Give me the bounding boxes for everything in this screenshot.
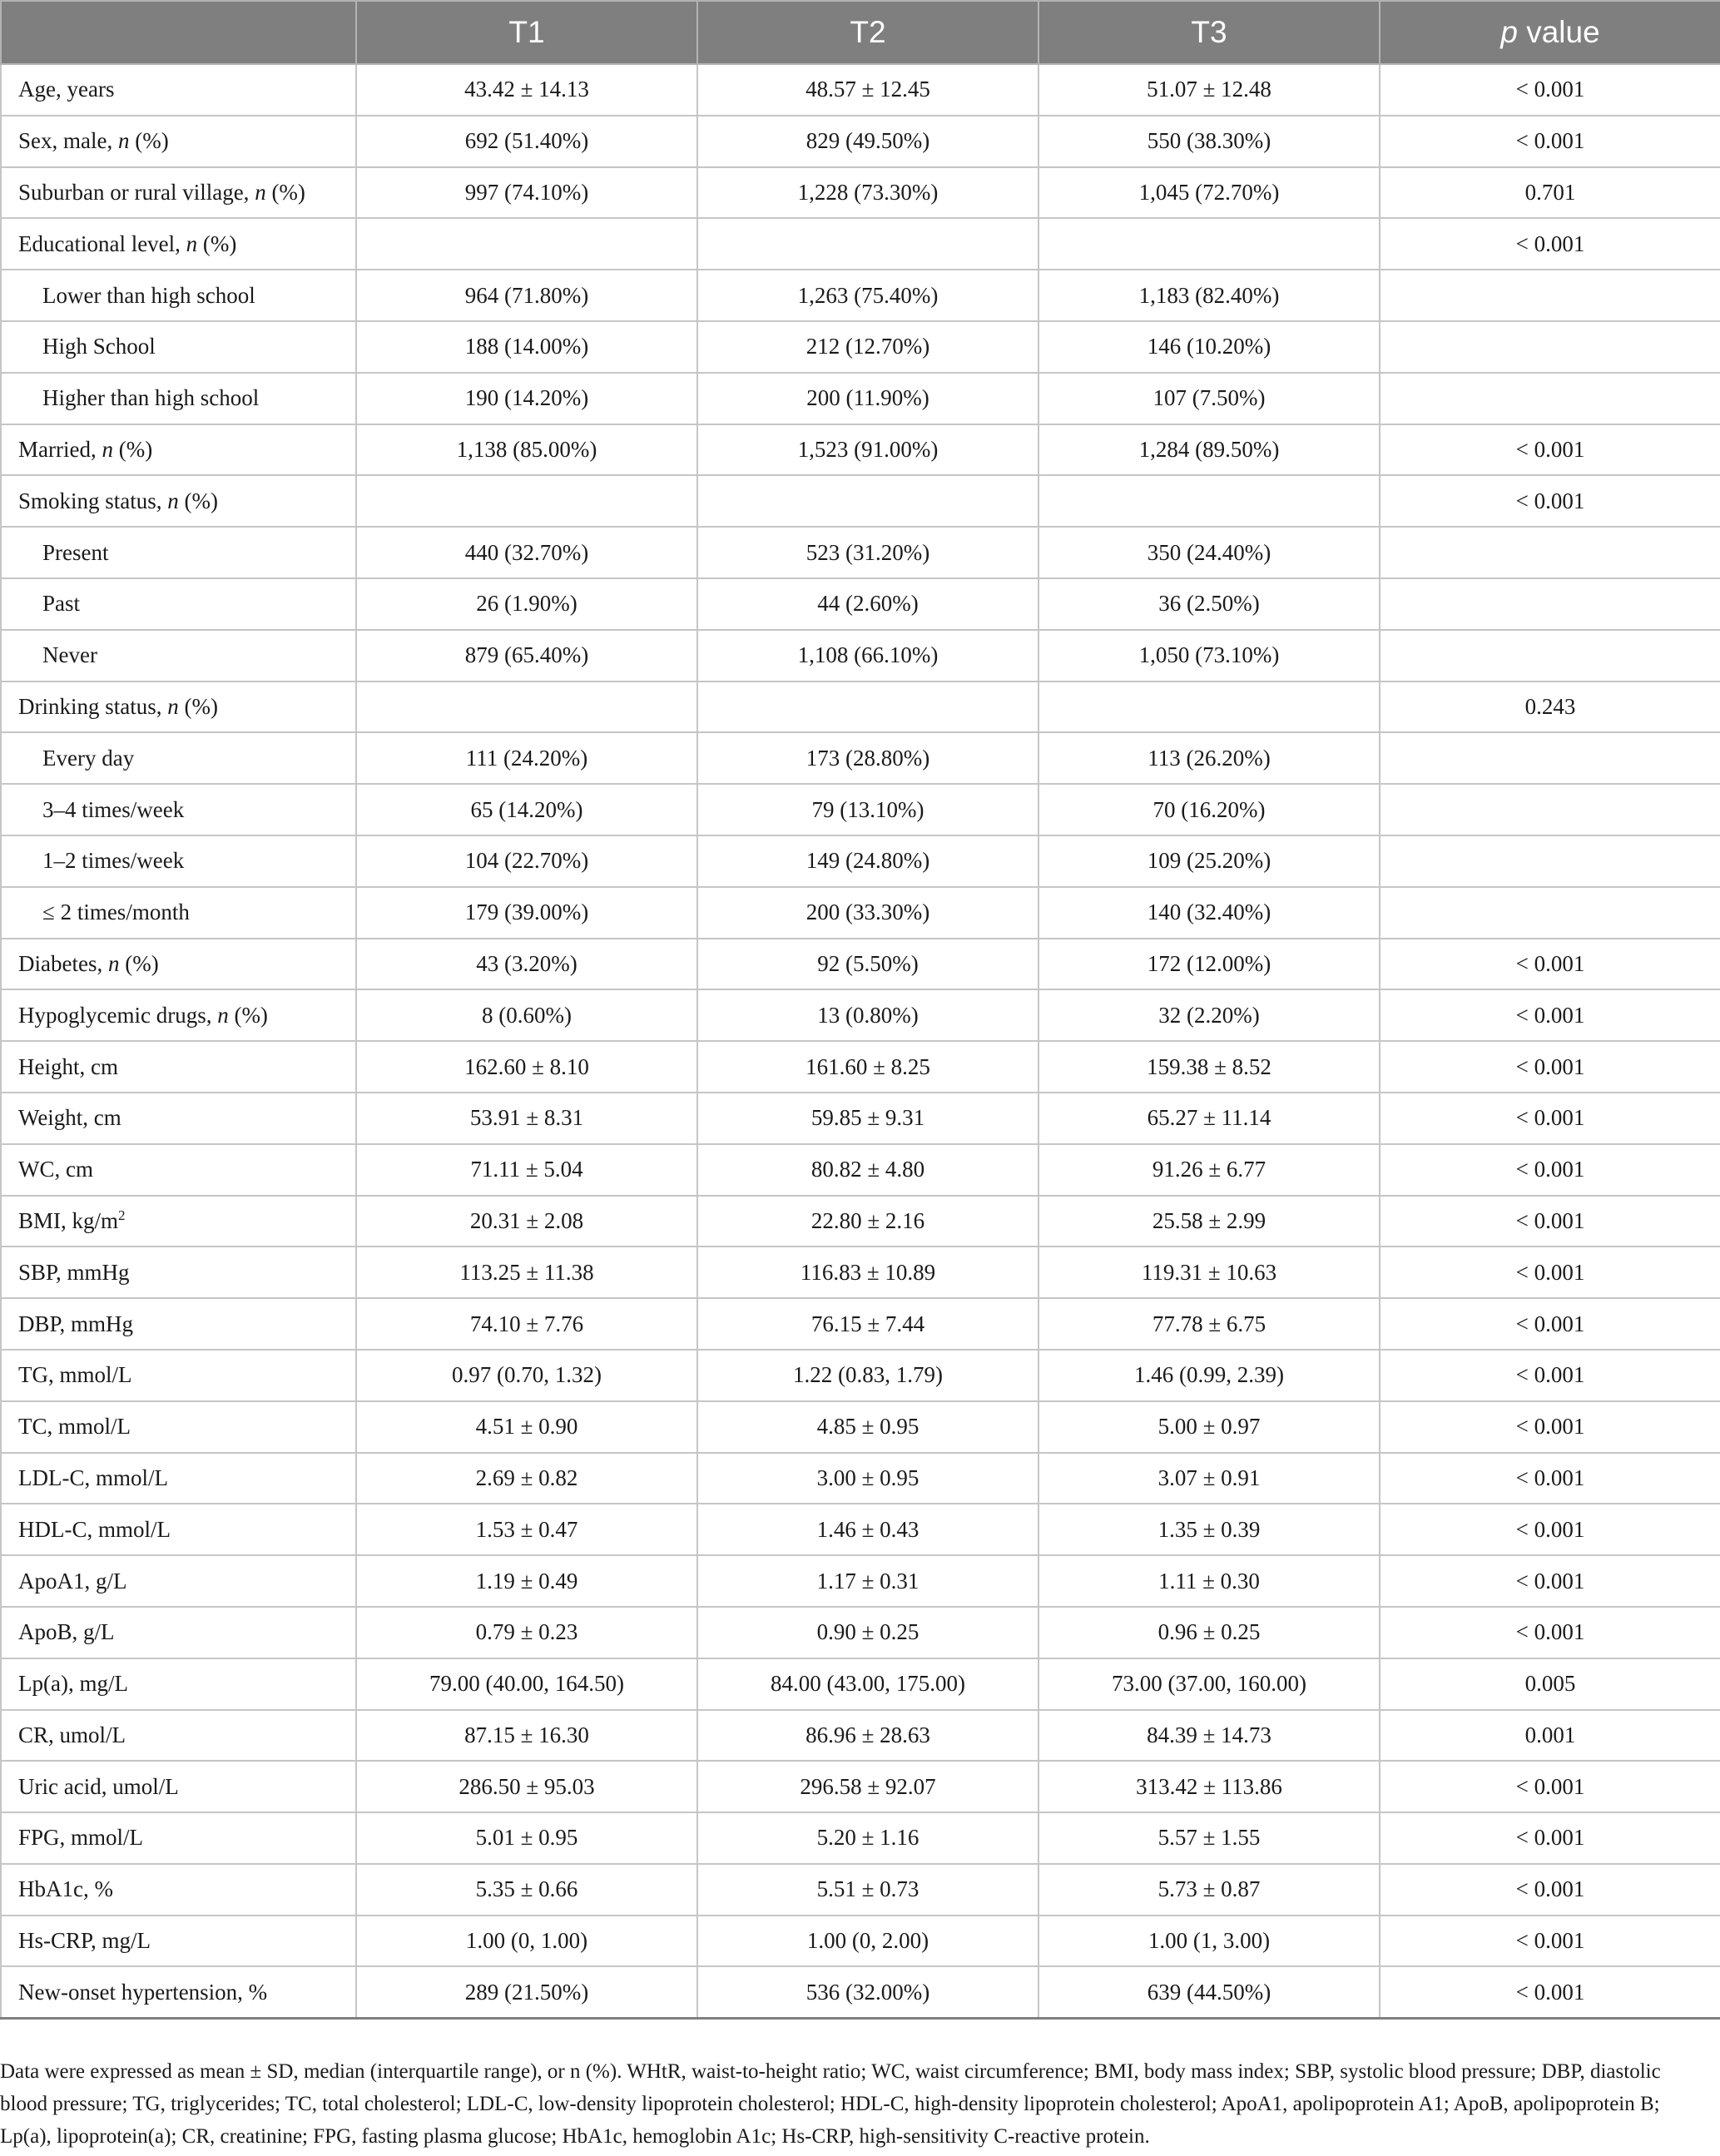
- row-label: [1, 1710, 356, 1762]
- cell-t1: 43.42 ± 14.13: [356, 64, 697, 116]
- row-label-text: Suburban or rural village,: [18, 179, 255, 205]
- row-label-text: Sex, male,: [18, 128, 118, 154]
- cell-t3: 1.11 ± 0.30: [1038, 1555, 1380, 1607]
- cell-p-value: < 0.001: [1380, 1504, 1720, 1555]
- cell-t3: 107 (7.50%): [1038, 373, 1380, 424]
- table-row: [1, 1041, 1720, 1093]
- table-row: [1, 527, 1720, 578]
- row-label: [1, 1093, 356, 1144]
- cell-p-value: < 0.001: [1380, 1966, 1720, 2018]
- cell-p-value: < 0.001: [1380, 1247, 1720, 1298]
- header-p-italic: p: [1500, 15, 1518, 49]
- cell-t1: 79.00 (40.00, 164.50): [356, 1658, 697, 1710]
- cell-p-value: < 0.001: [1380, 1298, 1720, 1350]
- cell-t3: [1038, 681, 1380, 733]
- cell-t3: 119.31 ± 10.63: [1038, 1247, 1380, 1298]
- row-label-text: Hs-CRP, mg/L: [18, 1928, 151, 1954]
- cell-p-value: 0.701: [1380, 167, 1720, 219]
- row-label-text: SBP, mmHg: [18, 1259, 130, 1285]
- cell-t1: [356, 475, 697, 527]
- row-label: [1, 1966, 356, 2018]
- cell-t2: 0.90 ± 0.25: [697, 1607, 1038, 1658]
- cell-p-value: < 0.001: [1380, 1041, 1720, 1093]
- table-row: [1, 1555, 1720, 1607]
- row-label: [1, 1761, 356, 1812]
- row-label: [1, 1350, 356, 1401]
- cell-p-value: < 0.001: [1380, 1144, 1720, 1196]
- table-row: [1, 1658, 1720, 1710]
- cell-t1: 4.51 ± 0.90: [356, 1401, 697, 1453]
- row-label: [1, 1144, 356, 1196]
- row-label: [1, 989, 356, 1041]
- table-row: [1, 784, 1720, 835]
- cell-t3: 1,045 (72.70%): [1038, 167, 1380, 219]
- cell-t2: 161.60 ± 8.25: [697, 1041, 1038, 1093]
- row-label-text: Diabetes,: [18, 950, 108, 976]
- table-row: [1, 1196, 1720, 1247]
- cell-t1: 1.19 ± 0.49: [356, 1555, 697, 1607]
- row-label-text: Drinking status,: [18, 693, 168, 719]
- row-label-text: 1–2 times/week: [42, 848, 185, 874]
- cell-t1: 190 (14.20%): [356, 373, 697, 424]
- cell-t2: 1,263 (75.40%): [697, 270, 1038, 321]
- cell-t2: [697, 475, 1038, 527]
- cell-t1: 0.97 (0.70, 1.32): [356, 1350, 697, 1401]
- row-label-text: Past: [42, 591, 81, 617]
- cell-t1: 289 (21.50%): [356, 1966, 697, 2018]
- cell-p-value: [1380, 784, 1720, 835]
- row-label-italic: n: [107, 950, 120, 976]
- row-label-italic: n: [117, 128, 130, 154]
- cell-t2: 536 (32.00%): [697, 1966, 1038, 2018]
- cell-t1: 692 (51.40%): [356, 116, 697, 167]
- cell-t1: 20.31 ± 2.08: [356, 1196, 697, 1247]
- cell-t1: 74.10 ± 7.76: [356, 1298, 697, 1350]
- cell-t1: 5.35 ± 0.66: [356, 1864, 697, 1916]
- table-row: [1, 887, 1720, 939]
- cell-t2: 200 (11.90%): [697, 373, 1038, 424]
- table-row: [1, 167, 1720, 219]
- cell-p-value: [1380, 887, 1720, 939]
- row-label-text: New-onset hypertension, %: [18, 1979, 268, 2005]
- row-label-tail: (%): [119, 950, 159, 976]
- cell-t1: 2.69 ± 0.82: [356, 1453, 697, 1504]
- cell-t3: 1.00 (1, 3.00): [1038, 1916, 1380, 1967]
- table-row: [1, 1812, 1720, 1864]
- cell-t3: 65.27 ± 11.14: [1038, 1093, 1380, 1144]
- row-label-text: TG, mmol/L: [18, 1362, 132, 1388]
- row-label: [1, 1041, 356, 1093]
- row-label-text: Married,: [18, 436, 102, 462]
- table-row: [1, 1916, 1720, 1967]
- cell-t3: 5.73 ± 0.87: [1038, 1864, 1380, 1916]
- cell-t1: 997 (74.10%): [356, 167, 697, 219]
- cell-p-value: < 0.001: [1380, 1555, 1720, 1607]
- cell-p-value: < 0.001: [1380, 64, 1720, 116]
- row-label-text: ≤ 2 times/month: [42, 900, 190, 925]
- row-label-tail: (%): [129, 128, 169, 154]
- cell-p-value: [1380, 630, 1720, 681]
- cell-t1: 1,138 (85.00%): [356, 424, 697, 476]
- cell-t3: 3.07 ± 0.91: [1038, 1453, 1380, 1504]
- row-label-italic: n: [217, 1002, 229, 1028]
- row-label-tail: (%): [197, 230, 237, 256]
- cell-t2: 1.17 ± 0.31: [697, 1555, 1038, 1607]
- cell-p-value: < 0.001: [1380, 1350, 1720, 1401]
- cell-t3: 159.38 ± 8.52: [1038, 1041, 1380, 1093]
- cell-t3: 77.78 ± 6.75: [1038, 1298, 1380, 1350]
- cell-t2: 79 (13.10%): [697, 784, 1038, 835]
- cell-t1: 87.15 ± 16.30: [356, 1710, 697, 1762]
- cell-t2: 92 (5.50%): [697, 939, 1038, 990]
- table-body: [1, 64, 1720, 2019]
- row-label-italic: n: [186, 230, 198, 256]
- cell-t2: 829 (49.50%): [697, 116, 1038, 167]
- cell-p-value: < 0.001: [1380, 939, 1720, 990]
- cell-t2: 212 (12.70%): [697, 321, 1038, 373]
- cell-t3: 1.35 ± 0.39: [1038, 1504, 1380, 1555]
- cell-t3: [1038, 218, 1380, 270]
- cell-p-value: [1380, 527, 1720, 578]
- table-footnote: Data were expressed as mean ± SD, median (interquartile range), or n (%). WHtR, waist-to-height ratio; WC, waist circumference; BMI, body mass index; SBP, systolic blood pressure; DBP, diastolic blood pressure; TG, triglycerides; TC, total cholesterol; LDL-C, low-density lipoprotein cholesterol; HDL-C, high-density lipoprotein cholesterol; ApoA1, apolipoprotein A1; ApoB, apolipoprotein B; Lp(a), lipoprotein(a); CR, creatinine; FPG, fasting plasma glucose; HbA1c, hemoglobin A1c; Hs-CRP, high-sensitivity C-reactive protein.: [0, 2060, 1661, 2148]
- cell-t1: 440 (32.70%): [356, 527, 697, 578]
- cell-t2: 1,228 (73.30%): [697, 167, 1038, 219]
- row-label: [1, 1916, 356, 1967]
- cell-p-value: [1380, 321, 1720, 373]
- row-label-text: Higher than high school: [42, 385, 260, 411]
- cell-t1: [356, 218, 697, 270]
- cell-t1: [356, 681, 697, 733]
- table-row: [1, 1710, 1720, 1762]
- cell-p-value: 0.243: [1380, 681, 1720, 733]
- cell-t1: 1.00 (0, 1.00): [356, 1916, 697, 1967]
- table-row: [1, 64, 1720, 116]
- cell-p-value: < 0.001: [1380, 1761, 1720, 1812]
- row-label-text: DBP, mmHg: [18, 1311, 134, 1336]
- row-label-text: ApoA1, g/L: [18, 1568, 127, 1593]
- cell-t1: 65 (14.20%): [356, 784, 697, 835]
- row-label-italic: n: [102, 436, 113, 462]
- table-row: [1, 116, 1720, 167]
- cell-p-value: < 0.001: [1380, 1196, 1720, 1247]
- cell-t2: 76.15 ± 7.44: [697, 1298, 1038, 1350]
- row-label: [1, 218, 356, 270]
- cell-t3: [1038, 475, 1380, 527]
- table-row: [1, 1401, 1720, 1453]
- table-row: [1, 939, 1720, 990]
- header-variable: [1, 1, 356, 64]
- table-row: [1, 835, 1720, 887]
- cell-t2: 1.46 ± 0.43: [697, 1504, 1038, 1555]
- cell-t3: 146 (10.20%): [1038, 321, 1380, 373]
- row-label: [1, 64, 356, 116]
- cell-t3: 25.58 ± 2.99: [1038, 1196, 1380, 1247]
- cell-p-value: < 0.001: [1380, 989, 1720, 1041]
- row-label-text: FPG, mmol/L: [18, 1825, 144, 1851]
- row-label-text: Present: [42, 539, 109, 565]
- cell-t3: 1,050 (73.10%): [1038, 630, 1380, 681]
- cell-t1: 286.50 ± 95.03: [356, 1761, 697, 1812]
- cell-t1: 1.53 ± 0.47: [356, 1504, 697, 1555]
- cell-t3: 5.57 ± 1.55: [1038, 1812, 1380, 1864]
- cell-t2: 5.51 ± 0.73: [697, 1864, 1038, 1916]
- cell-t1: 26 (1.90%): [356, 578, 697, 630]
- cell-p-value: < 0.001: [1380, 1607, 1720, 1658]
- row-label-text: TC, mmol/L: [18, 1414, 131, 1440]
- table-row: [1, 1966, 1720, 2018]
- cell-t2: [697, 218, 1038, 270]
- row-label-text: Weight, cm: [18, 1105, 121, 1131]
- row-label-text: Hypoglycemic drugs,: [18, 1002, 218, 1028]
- row-label: [1, 1607, 356, 1658]
- cell-t3: 91.26 ± 6.77: [1038, 1144, 1380, 1196]
- table-row: [1, 732, 1720, 784]
- cell-t3: 313.42 ± 113.86: [1038, 1761, 1380, 1812]
- cell-t2: 84.00 (43.00, 175.00): [697, 1658, 1038, 1710]
- cell-t3: 84.39 ± 14.73: [1038, 1710, 1380, 1762]
- row-label: [1, 527, 356, 578]
- table-row: [1, 1864, 1720, 1916]
- cell-p-value: [1380, 578, 1720, 630]
- cell-t3: 5.00 ± 0.97: [1038, 1401, 1380, 1453]
- row-label-text: High School: [42, 334, 156, 359]
- cell-p-value: < 0.001: [1380, 1401, 1720, 1453]
- cell-t2: 1.22 (0.83, 1.79): [697, 1350, 1038, 1401]
- row-label: [1, 784, 356, 835]
- row-label-italic: n: [167, 693, 179, 719]
- cell-p-value: 0.005: [1380, 1658, 1720, 1710]
- cell-t3: 32 (2.20%): [1038, 989, 1380, 1041]
- table-row: [1, 1350, 1720, 1401]
- row-label: [1, 1196, 356, 1247]
- row-label: [1, 1401, 356, 1453]
- cell-p-value: < 0.001: [1380, 1453, 1720, 1504]
- cell-t2: 1,523 (91.00%): [697, 424, 1038, 476]
- row-label: [1, 1504, 356, 1555]
- cell-p-value: < 0.001: [1380, 1864, 1720, 1916]
- cell-p-value: [1380, 835, 1720, 887]
- cell-t1: 5.01 ± 0.95: [356, 1812, 697, 1864]
- row-label: [1, 424, 356, 476]
- cell-t2: 1,108 (66.10%): [697, 630, 1038, 681]
- cell-t2: [697, 681, 1038, 733]
- row-label-text: 3–4 times/week: [42, 796, 185, 822]
- cell-t3: 639 (44.50%): [1038, 1966, 1380, 2018]
- cell-t3: 550 (38.30%): [1038, 116, 1380, 167]
- row-label: [1, 270, 356, 321]
- cell-t3: 109 (25.20%): [1038, 835, 1380, 887]
- cell-t2: 1.00 (0, 2.00): [697, 1916, 1038, 1967]
- row-label: [1, 1453, 356, 1504]
- header-p-rest: value: [1517, 15, 1600, 49]
- table-row: [1, 1761, 1720, 1812]
- row-label: [1, 1555, 356, 1607]
- cell-t2: 173 (28.80%): [697, 732, 1038, 784]
- cell-p-value: < 0.001: [1380, 1812, 1720, 1864]
- cell-t2: 4.85 ± 0.95: [697, 1401, 1038, 1453]
- row-label-text: BMI, kg/m: [18, 1208, 119, 1234]
- row-label: [1, 1247, 356, 1298]
- cell-t1: 8 (0.60%): [356, 989, 697, 1041]
- cell-p-value: < 0.001: [1380, 116, 1720, 167]
- row-label: [1, 887, 356, 939]
- row-label-text: Age, years: [18, 77, 115, 102]
- row-label-text: LDL-C, mmol/L: [18, 1465, 168, 1490]
- table-row: [1, 578, 1720, 630]
- row-label-text: CR, umol/L: [18, 1722, 126, 1747]
- cell-t2: 48.57 ± 12.45: [697, 64, 1038, 116]
- row-label: [1, 835, 356, 887]
- row-label-italic: n: [167, 488, 179, 513]
- row-label-text: HDL-C, mmol/L: [18, 1516, 171, 1542]
- cell-t3: 73.00 (37.00, 160.00): [1038, 1658, 1380, 1710]
- table-row: [1, 630, 1720, 681]
- row-label-text: Lp(a), mg/L: [18, 1671, 128, 1697]
- cell-t3: 350 (24.40%): [1038, 527, 1380, 578]
- row-label: [1, 1864, 356, 1916]
- row-label: [1, 321, 356, 373]
- table-row: [1, 1504, 1720, 1555]
- row-label-text: Educational level,: [18, 230, 186, 256]
- table-row: [1, 1247, 1720, 1298]
- cell-p-value: [1380, 373, 1720, 424]
- header-t3: T3: [1038, 1, 1380, 64]
- row-label: [1, 681, 356, 733]
- cell-p-value: 0.001: [1380, 1710, 1720, 1762]
- row-label: [1, 167, 356, 219]
- row-label: [1, 630, 356, 681]
- row-label-text: Smoking status,: [18, 488, 168, 513]
- cell-t3: 51.07 ± 12.48: [1038, 64, 1380, 116]
- cell-t3: 0.96 ± 0.25: [1038, 1607, 1380, 1658]
- cell-t3: 1.46 (0.99, 2.39): [1038, 1350, 1380, 1401]
- row-label: [1, 475, 356, 527]
- cell-t2: 59.85 ± 9.31: [697, 1093, 1038, 1144]
- cell-p-value: < 0.001: [1380, 424, 1720, 476]
- cell-t1: 964 (71.80%): [356, 270, 697, 321]
- row-label-italic: n: [255, 179, 266, 205]
- row-label: [1, 1812, 356, 1864]
- cell-t2: 296.58 ± 92.07: [697, 1761, 1038, 1812]
- row-label-tail: (%): [178, 693, 218, 719]
- row-label: [1, 1298, 356, 1350]
- row-label: [1, 578, 356, 630]
- cell-p-value: < 0.001: [1380, 475, 1720, 527]
- cell-t2: 523 (31.20%): [697, 527, 1038, 578]
- row-label-text: Never: [42, 642, 97, 668]
- header-t1: T1: [356, 1, 697, 64]
- row-label-tail: (%): [178, 488, 219, 513]
- cell-p-value: [1380, 270, 1720, 321]
- cell-t1: 53.91 ± 8.31: [356, 1093, 697, 1144]
- table-row: [1, 373, 1720, 424]
- row-label-text: Height, cm: [18, 1053, 118, 1079]
- cell-t1: 43 (3.20%): [356, 939, 697, 990]
- cell-t1: 0.79 ± 0.23: [356, 1607, 697, 1658]
- table-row: [1, 1298, 1720, 1350]
- row-label: [1, 732, 356, 784]
- cell-t1: 188 (14.00%): [356, 321, 697, 373]
- row-label-tail: (%): [265, 179, 305, 205]
- cell-t3: 70 (16.20%): [1038, 784, 1380, 835]
- cell-t3: 172 (12.00%): [1038, 939, 1380, 990]
- cell-t2: 149 (24.80%): [697, 835, 1038, 887]
- cell-t2: 13 (0.80%): [697, 989, 1038, 1041]
- row-label-text: Uric acid, umol/L: [18, 1773, 179, 1799]
- row-label-tail: (%): [112, 436, 153, 462]
- cell-t1: 71.11 ± 5.04: [356, 1144, 697, 1196]
- header-t2: T2: [697, 1, 1038, 64]
- row-label-text: Lower than high school: [42, 282, 255, 308]
- cell-t2: 200 (33.30%): [697, 887, 1038, 939]
- table-row: [1, 475, 1720, 527]
- table-row: [1, 1144, 1720, 1196]
- cell-t3: 140 (32.40%): [1038, 887, 1380, 939]
- cell-t3: 1,183 (82.40%): [1038, 270, 1380, 321]
- row-label-tail: (%): [228, 1002, 268, 1028]
- table-row: [1, 218, 1720, 270]
- cell-p-value: < 0.001: [1380, 1093, 1720, 1144]
- cell-t1: 879 (65.40%): [356, 630, 697, 681]
- cell-t1: 162.60 ± 8.10: [356, 1041, 697, 1093]
- row-label-text: ApoB, g/L: [18, 1619, 115, 1645]
- cell-t2: 116.83 ± 10.89: [697, 1247, 1038, 1298]
- row-label-text: Every day: [42, 745, 135, 771]
- cell-t3: 1,284 (89.50%): [1038, 424, 1380, 476]
- cell-t1: 179 (39.00%): [356, 887, 697, 939]
- cell-p-value: [1380, 732, 1720, 784]
- cell-t2: 80.82 ± 4.80: [697, 1144, 1038, 1196]
- cell-t3: 36 (2.50%): [1038, 578, 1380, 630]
- cell-t2: 3.00 ± 0.95: [697, 1453, 1038, 1504]
- table-row: [1, 321, 1720, 373]
- cell-t1: 113.25 ± 11.38: [356, 1247, 697, 1298]
- cell-p-value: < 0.001: [1380, 1916, 1720, 1967]
- header-p-value: [1380, 1, 1720, 64]
- table-row: [1, 989, 1720, 1041]
- row-label: [1, 1658, 356, 1710]
- cell-t1: 111 (24.20%): [356, 732, 697, 784]
- cell-t2: 5.20 ± 1.16: [697, 1812, 1038, 1864]
- row-label: [1, 116, 356, 167]
- table-row: [1, 270, 1720, 321]
- header-row: [1, 1, 1720, 64]
- row-label: [1, 373, 356, 424]
- cell-t1: 104 (22.70%): [356, 835, 697, 887]
- table-row: [1, 1093, 1720, 1144]
- table-row: [1, 1453, 1720, 1504]
- table-row: [1, 681, 1720, 733]
- cell-t2: 86.96 ± 28.63: [697, 1710, 1038, 1762]
- row-label-text: HbA1c, %: [18, 1876, 113, 1902]
- row-label-text: WC, cm: [18, 1157, 93, 1182]
- row-label: [1, 939, 356, 990]
- cell-p-value: < 0.001: [1380, 218, 1720, 270]
- cell-t2: 22.80 ± 2.16: [697, 1196, 1038, 1247]
- cell-t3: 113 (26.20%): [1038, 732, 1380, 784]
- row-label-sup: 2: [118, 1207, 126, 1224]
- table-row: [1, 424, 1720, 476]
- table-row: [1, 1607, 1720, 1658]
- cell-t2: 44 (2.60%): [697, 578, 1038, 630]
